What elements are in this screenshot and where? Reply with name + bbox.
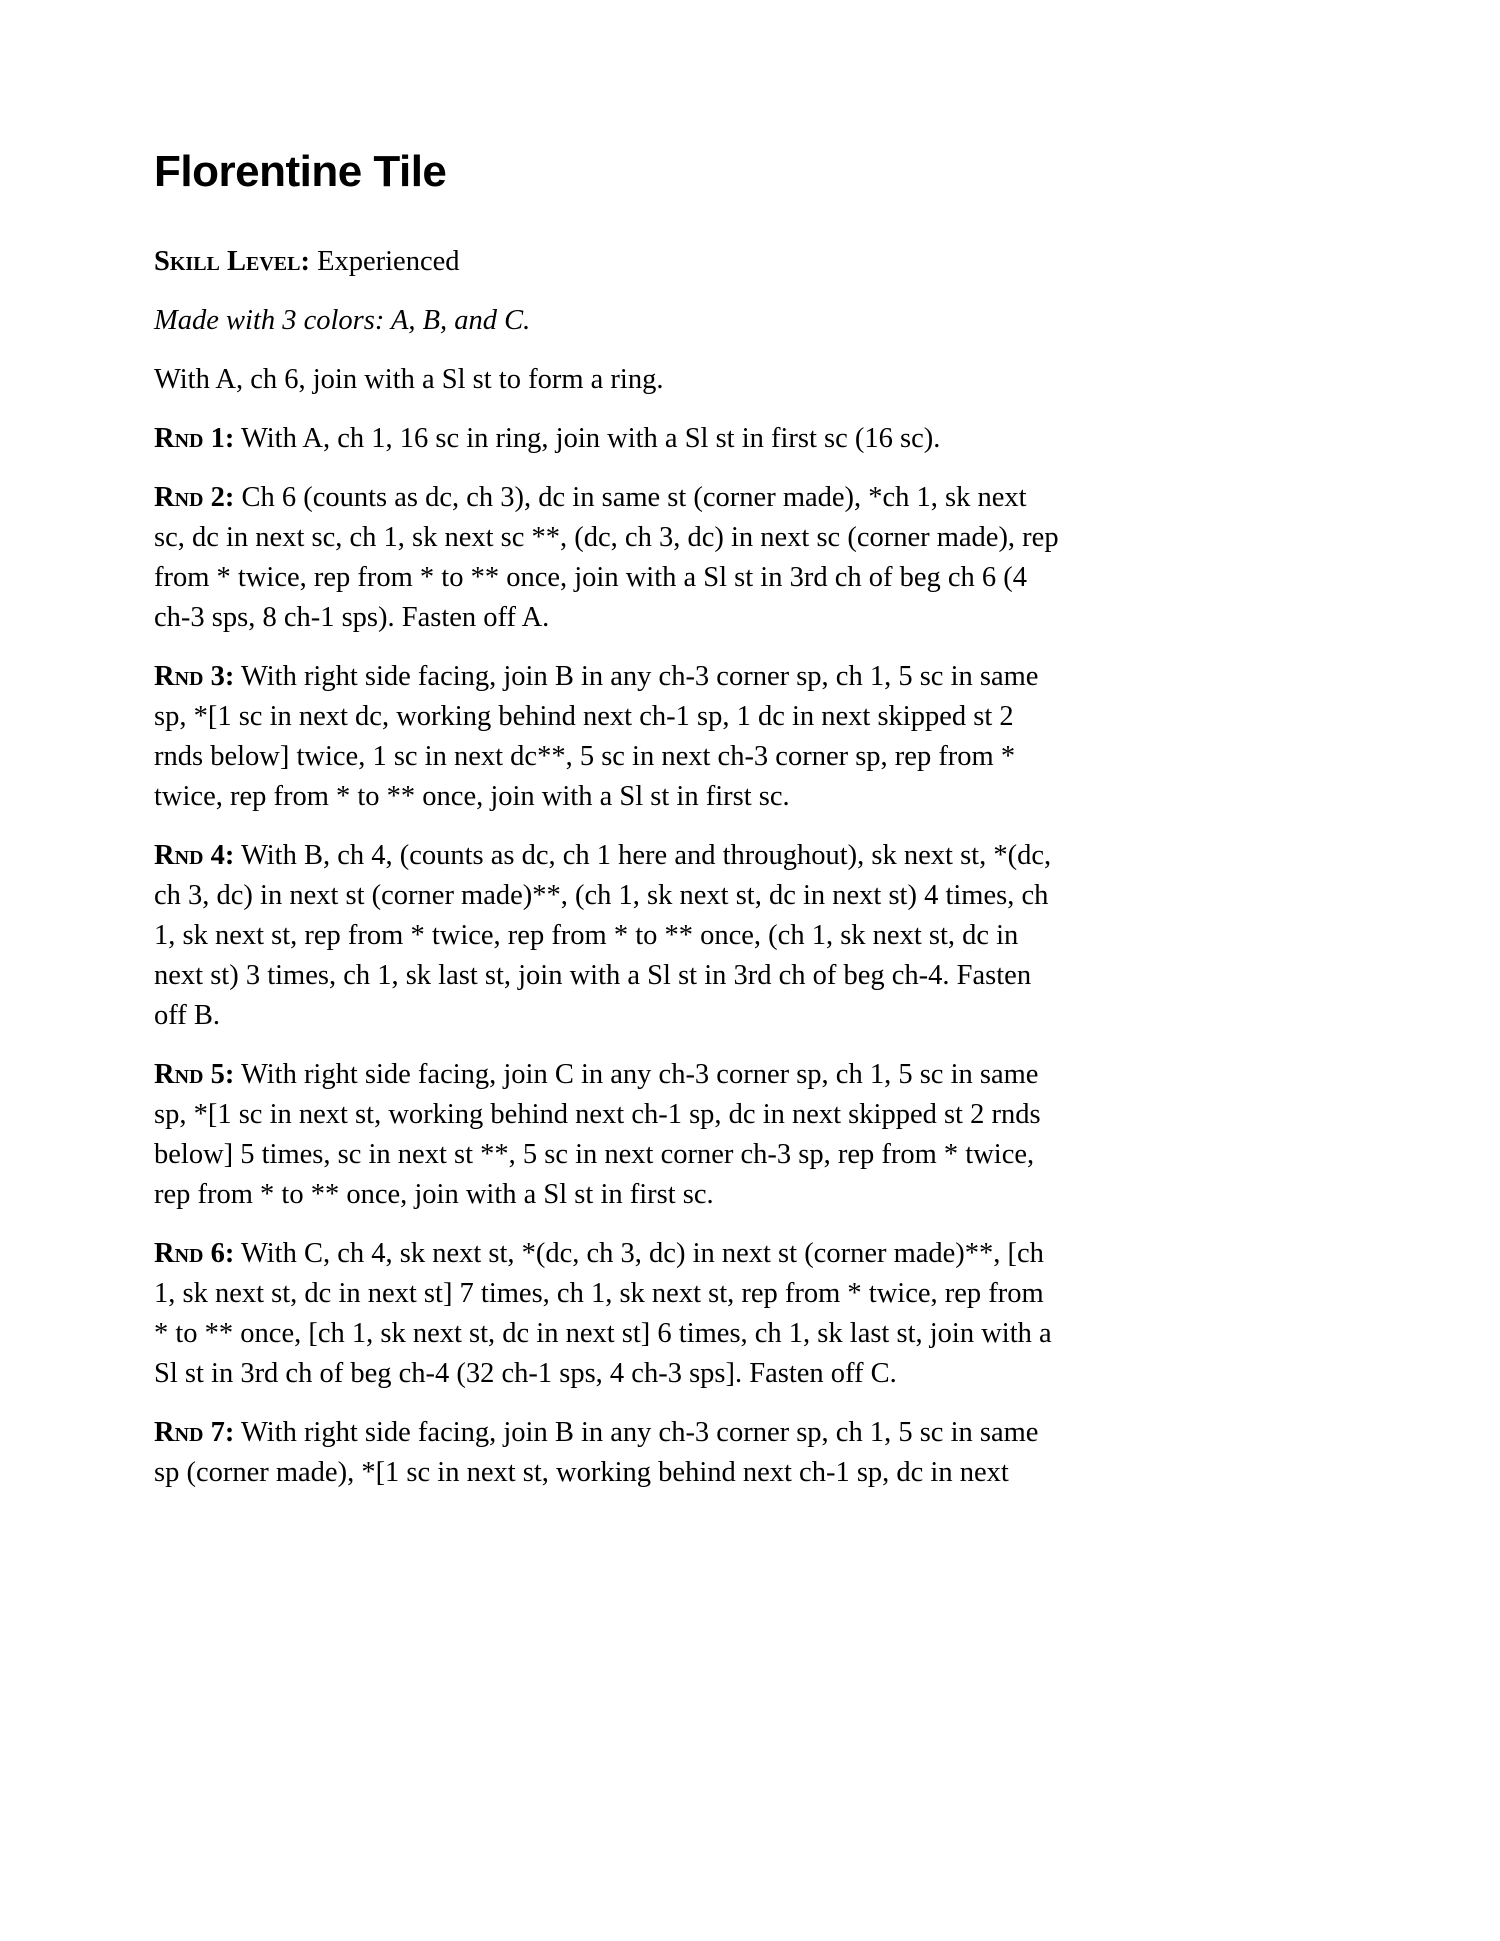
document-title: Florentine Tile (154, 147, 447, 196)
round-label-4: Rnd 4: (154, 840, 235, 872)
round-label-1: Rnd 1: (154, 423, 235, 455)
colors-note: Made with 3 colors: A, B, and C. (154, 305, 531, 337)
round-text-6: With C, ch 4, sk next st, *(dc, ch 3, dc) in next st (corner made)**, [ch 1, sk next st, dc in next st] 7 times, ch 1, sk next st, rep from * twice, rep from * to ** once, [ch 1, sk next st, dc in next st] 6 times, ch 1, sk last st, join with a Sl st in 3rd ch of beg ch-4 (32 ch-1 sps, 4 ch-3 sps]. Fasten off C. (154, 1238, 1052, 1390)
round-text-2: Ch 6 (counts as dc, ch 3), dc in same st (corner made), *ch 1, sk next sc, dc in next sc, ch 1, sk next sc **, (dc, ch 3, dc) in next sc (corner made), rep from * twice, rep from * to ** once, join with a Sl st in 3rd ch of beg ch 6 (4 ch-3 sps, 8 ch-1 sps). Fasten off A. (154, 482, 1059, 634)
round-label-3: Rnd 3: (154, 661, 235, 693)
round-text-1: With A, ch 1, 16 sc in ring, join with a Sl st in first sc (16 sc). (240, 423, 941, 455)
round-text-5: With right side facing, join C in any ch-3 corner sp, ch 1, 5 sc in same sp, *[1 sc in next st, working behind next ch-1 sp, dc in next skipped st 2 rnds below] 5 times, sc in next st **, 5 sc in next corner ch-3 sp, rep from * twice, rep from * to ** once, join with a Sl st in first sc. (154, 1059, 1041, 1211)
round-text-7: With right side facing, join B in any ch-3 corner sp, ch 1, 5 sc in same sp (corner made), *[1 sc in next st, working behind next ch-1 sp, dc in next (154, 1417, 1039, 1489)
round-paragraph-2 (154, 478, 1059, 638)
setup-instruction: With A, ch 6, join with a Sl st to form a ring. (154, 364, 664, 396)
round-text-3: With right side facing, join B in any ch-3 corner sp, ch 1, 5 sc in same sp, *[1 sc in next dc, working behind next ch-1 sp, 1 dc in next skipped st 2 rnds below] twice, 1 sc in next dc**, 5 sc in next ch-3 corner sp, rep from * twice, rep from * to ** once, join with a Sl st in first sc. (154, 661, 1039, 813)
round-paragraph-5 (154, 1055, 1059, 1215)
round-paragraph-3 (154, 657, 1059, 817)
round-label-5: Rnd 5: (154, 1059, 235, 1091)
round-label-7: Rnd 7: (154, 1417, 235, 1449)
document-content (154, 148, 1059, 1493)
round-label-2: Rnd 2: (154, 482, 235, 514)
round-paragraph-1 (154, 419, 1059, 459)
round-label-6: Rnd 6: (154, 1238, 235, 1270)
round-paragraph-6 (154, 1234, 1059, 1394)
skill-level-value: Experienced (317, 246, 460, 278)
skill-level-line (154, 242, 1059, 282)
skill-level-label: Skill Level: (154, 246, 310, 278)
round-paragraph-4 (154, 836, 1059, 1036)
round-text-4: With B, ch 4, (counts as dc, ch 1 here and throughout), sk next st, *(dc, ch 3, dc) in next st (corner made)**, (ch 1, sk next st, dc in next st) 4 times, ch 1, sk next st, rep from * twice, rep from * to ** once, (ch 1, sk next st, dc in next st) 3 times, ch 1, sk last st, join with a Sl st in 3rd ch of beg ch-4. Fasten off B. (154, 840, 1052, 1032)
round-paragraph-7 (154, 1413, 1059, 1493)
